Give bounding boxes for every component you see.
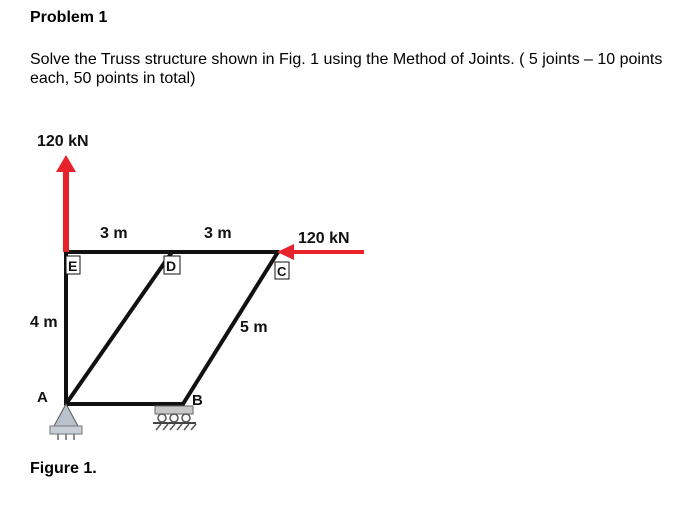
joint-b-text: B	[192, 392, 203, 409]
joint-a-text: A	[37, 389, 48, 406]
problem-statement: Solve the Truss structure shown in Fig. 1 using the Method of Joints. ( 5 joints – 10 points each, 50 points in total)	[30, 51, 663, 87]
joint-label-c	[275, 262, 289, 279]
dimension-dc: 3 m	[204, 225, 232, 242]
joint-e-text: E	[68, 258, 78, 274]
vertical-load-label: 120 kN	[37, 133, 89, 150]
dimension-diagonal: 5 m	[240, 319, 268, 336]
joint-d-text: D	[166, 258, 177, 274]
pin-support-a	[50, 404, 82, 440]
joint-label-d	[164, 256, 180, 274]
vertical-load-arrow	[56, 155, 76, 252]
joint-label-a	[37, 389, 48, 406]
member-ad	[66, 252, 172, 404]
problem-heading: Problem 1	[30, 9, 108, 26]
horizontal-load-label: 120 kN	[298, 230, 350, 247]
dimension-ed: 3 m	[100, 225, 128, 242]
figure-caption: Figure 1.	[30, 460, 97, 477]
roller-support-b	[153, 406, 196, 430]
joint-label-e	[66, 256, 80, 274]
dimension-height: 4 m	[30, 314, 58, 331]
joint-c-text: C	[277, 264, 287, 279]
joint-label-b	[192, 392, 203, 409]
